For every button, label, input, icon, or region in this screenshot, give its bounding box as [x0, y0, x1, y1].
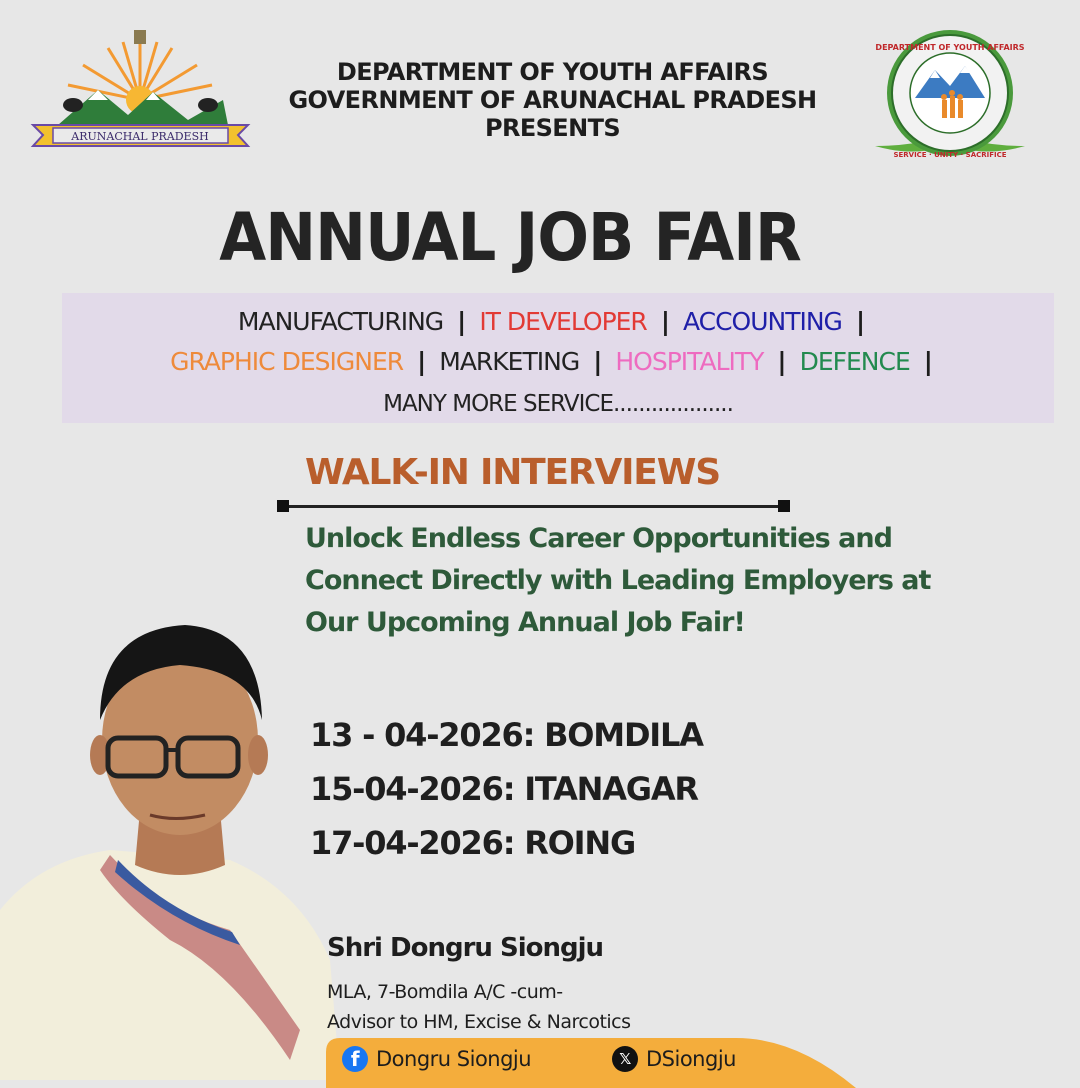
divider-endpoint-right — [778, 500, 790, 512]
sector-graphic-designer: GRAPHIC DESIGNER — [170, 347, 404, 376]
x-icon: 𝕏 — [612, 1046, 638, 1072]
schedule-item-itanagar: 15-04-2026: ITANAGAR — [310, 770, 698, 808]
sector-accounting: ACCOUNTING — [682, 307, 842, 336]
page-title: ANNUAL JOB FAIR — [219, 199, 801, 276]
sector-marketing: MARKETING — [439, 347, 580, 376]
tagline-line-2: Connect Directly with Leading Employers at — [305, 565, 931, 596]
divider-line — [283, 505, 784, 508]
separator: | — [855, 307, 865, 336]
schedule-list — [310, 708, 703, 870]
sectors-line-1 — [62, 305, 1054, 339]
facebook-link[interactable] — [342, 1046, 531, 1072]
arunachal-pradesh-emblem — [28, 30, 253, 155]
schedule-item-roing: 17-04-2026: ROING — [310, 824, 636, 862]
header-line-government: GOVERNMENT OF ARUNACHAL PRADESH — [288, 86, 817, 114]
sectors-line-2 — [62, 345, 1054, 379]
header-line-department: DEPARTMENT OF YOUTH AFFAIRS — [336, 58, 769, 86]
logo-top-text: DEPARTMENT OF YOUTH AFFAIRS — [875, 43, 1025, 52]
divider-endpoint-left — [277, 500, 289, 512]
emblem-text: ARUNACHAL PRADESH — [71, 130, 209, 143]
person-role — [327, 977, 631, 1037]
person-name: Shri Dongru Siongju — [327, 933, 604, 963]
x-link[interactable] — [612, 1046, 736, 1072]
header-text — [270, 58, 835, 142]
separator: | — [660, 307, 669, 336]
schedule-item-bomdila: 13 - 04-2026: BOMDILA — [310, 716, 703, 754]
tagline-line-3: Our Upcoming Annual Job Fair! — [305, 607, 745, 638]
facebook-icon: f — [342, 1046, 368, 1072]
tagline — [305, 518, 965, 644]
separator: | — [417, 347, 426, 376]
header-line-presents: PRESENTS — [484, 114, 621, 142]
person-photo — [0, 610, 340, 1080]
x-handle: DSiongju — [646, 1047, 736, 1071]
person-role-line-1: MLA, 7-Bomdila A/C -cum- — [327, 981, 563, 1003]
tagline-line-1: Unlock Endless Career Opportunities and — [305, 523, 892, 554]
sector-manufacturing: MANUFACTURING — [237, 307, 444, 336]
sector-it-developer: IT DEVELOPER — [479, 307, 647, 336]
sectors-more: MANY MORE SERVICE................... — [383, 391, 733, 417]
logo-motto-text: SERVICE · UNITY · SACRIFICE — [893, 151, 1007, 159]
sector-defence: DEFENCE — [799, 347, 910, 376]
separator: | — [593, 347, 602, 376]
sectors-band — [62, 293, 1054, 423]
person-role-line-2: Advisor to HM, Excise & Narcotics — [327, 1011, 631, 1033]
sector-hospitality: HOSPITALITY — [615, 347, 764, 376]
facebook-handle: Dongru Siongju — [376, 1047, 532, 1071]
separator: | — [777, 347, 786, 376]
separator: | — [457, 307, 466, 336]
separator: | — [923, 347, 932, 376]
walkin-heading: WALK-IN INTERVIEWS — [305, 452, 720, 493]
youth-affairs-logo — [870, 28, 1030, 168]
